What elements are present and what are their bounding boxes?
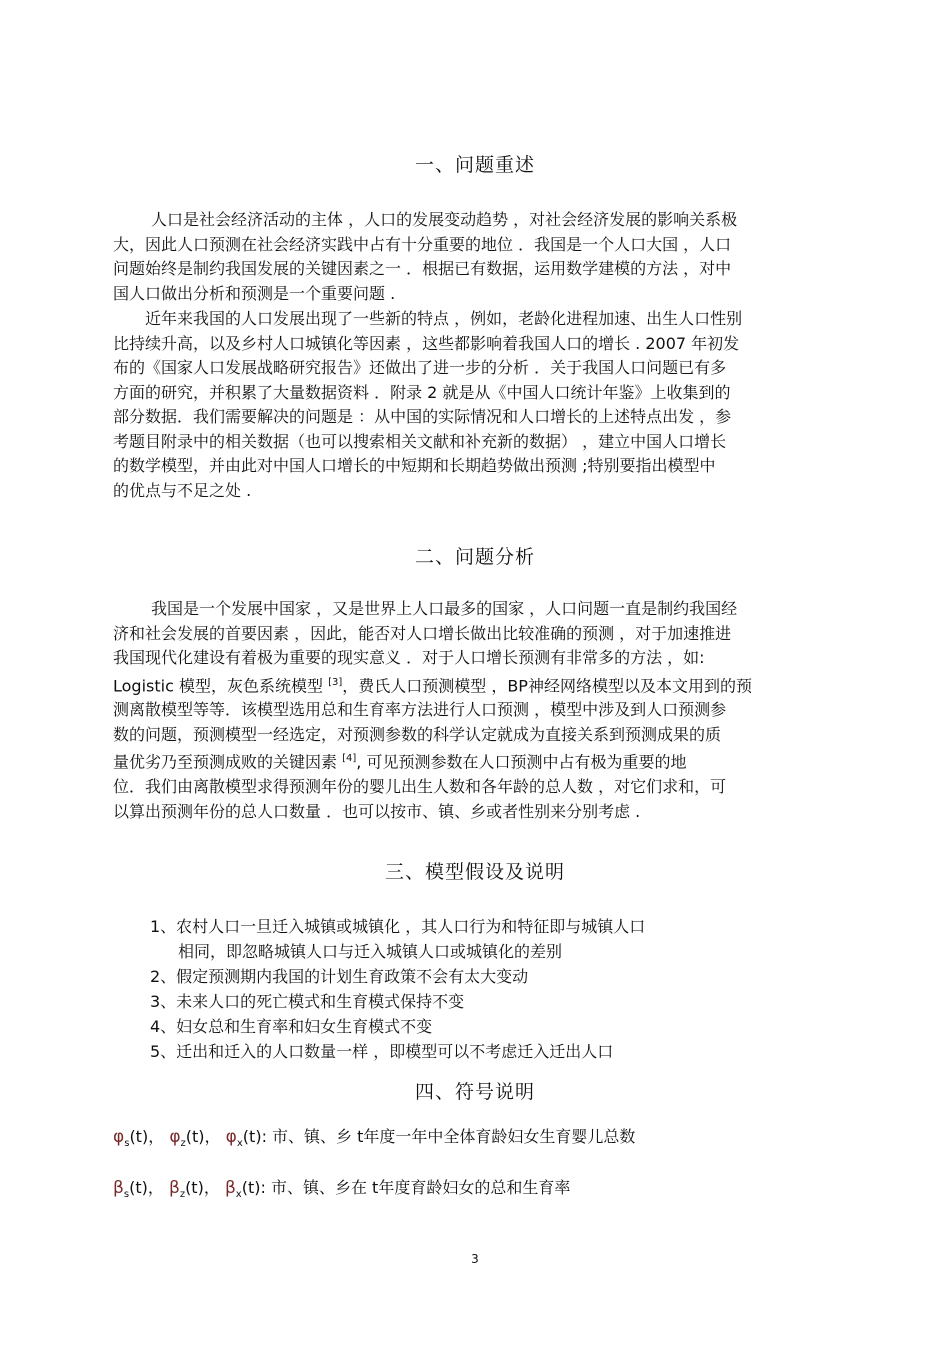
phi-symbol: φ — [113, 1127, 125, 1147]
text-fragment: ，费氏人口预测模型 ，BP神经网络模型以及本文用到的预 — [342, 675, 752, 695]
list-item: 1、农村人口一旦迁入城镇或城镇化 ，其人口行为和特征即与城镇人口 — [150, 917, 646, 936]
symbol-description: : 市、镇、乡在 t年度育龄妇女的总和生育率 — [260, 1178, 571, 1197]
text-line — [113, 747, 838, 775]
section-2-title: 二、问题分析 — [414, 546, 535, 568]
subscript: s — [123, 1189, 130, 1201]
symbol-description: : 市、镇、乡 t年度一年中全体育龄妇女生育婴儿总数 — [261, 1127, 636, 1146]
text-line: 以算出预测年份的总人口数量 ．也可以按市、镇、乡或者性别来分别考虑 . — [113, 801, 641, 821]
text-line: 方面的研究，并积累了大量数据资料 ．附录 2 就是从《中国人口统计年鉴》上收集到的 — [113, 382, 731, 402]
page-number: 3 — [471, 1252, 479, 1266]
list-item: 5、迁出和迁入的人口数量一样 ，即模型可以不考虑迁入迁出人口 — [150, 1042, 614, 1061]
text-line: 国人口做出分析和预测是一个重要问题 . — [113, 283, 396, 303]
list-item: 4、妇女总和生育率和妇女生育模式不变 — [150, 1017, 433, 1036]
section-2-paragraph — [113, 597, 838, 824]
list-item: 2、假定预测期内我国的计划生育政策不会有太大变动 — [150, 967, 529, 986]
text-line: 我国是一个发展中国家 ，又是世界上人口最多的国家 ，人口问题一直是制约我国经 — [151, 599, 738, 618]
section-1-paragraph-2 — [113, 307, 838, 503]
text-line: 的优点与不足之处 . — [113, 480, 252, 500]
separator: ， — [203, 1178, 220, 1197]
text-line: 近年来我国的人口发展出现了一些新的特点 ，例如，老龄化进程加速、出生人口性别 — [145, 309, 743, 328]
text-line: 人口是社会经济活动的主体 ，人口的发展变动趋势 ，对社会经济发展的影响关系极 — [151, 210, 738, 229]
arg: (t) — [241, 1178, 261, 1197]
text-fragment: , 可见预测参数在人口预测中占有极为重要的地 — [356, 752, 687, 772]
text-line: 问题始终是制约我国发展的关键因素之一 ．根据已有数据，运用数学建模的方法 ，对中 — [113, 259, 732, 278]
separator: ， — [148, 1127, 165, 1146]
beta-symbol: β — [224, 1178, 236, 1198]
phi-symbol: φ — [169, 1127, 181, 1147]
text-fragment: 量优劣乃至预测成败的关键因素 — [113, 752, 343, 772]
text-line: 部分数据．我们需要解决的问题是 ：从中国的实际情况和人口增长的上述特点出发 ，参 — [113, 407, 732, 426]
text-fragment: Logistic 模型，灰色系统模型 — [113, 675, 329, 695]
separator: ， — [147, 1178, 164, 1197]
arg: (t) — [242, 1127, 262, 1146]
arg: (t) — [129, 1127, 149, 1146]
text-line: 比持续升高，以及乡村人口城镇化等因素 ，这些都影响着我国人口的增长 . 2007 年初发 — [113, 333, 740, 353]
citation-ref: [3] — [328, 676, 343, 688]
arg: (t) — [185, 1127, 205, 1146]
subscript: s — [124, 1138, 130, 1150]
text-line: 考题目附录中的相关数据（也可以搜索相关文献和补充新的数据） ，建立中国人口增长 — [113, 431, 727, 451]
section-1-paragraph-1 — [113, 208, 838, 306]
text-line: 布的《国家人口发展战略研究报告》还做出了进一步的分析 ．关于我国人口问题已有多 — [113, 358, 727, 377]
section-1-title: 一、问题重述 — [414, 154, 535, 176]
arg: (t) — [129, 1178, 148, 1197]
phi-symbol: φ — [225, 1127, 237, 1147]
text-line: 的数学模型，并由此对中国人口增长的中短期和长期趋势做出预测 ;特别要指出模型中 — [113, 456, 716, 475]
separator: ， — [204, 1127, 221, 1146]
beta-symbol: β — [113, 1178, 124, 1198]
subscript: z — [179, 1189, 186, 1201]
beta-symbol: β — [168, 1178, 180, 1198]
symbol-phi-line — [113, 1124, 635, 1149]
text-line — [113, 671, 838, 699]
section-4-title: 四、符号说明 — [414, 1081, 535, 1103]
assumption-list — [150, 914, 645, 1064]
subscript: x — [235, 1189, 242, 1201]
text-line: 位．我们由离散模型求得预测年份的婴儿出生人数和各年龄的总人数 ，对它们求和，可 — [113, 777, 727, 797]
subscript: x — [236, 1138, 243, 1150]
text-line: 我国现代化建设有着极为重要的现实意义 ．对于人口增长预测有非常多的方法 ，如: — [113, 648, 705, 667]
arg: (t) — [185, 1178, 204, 1197]
citation-ref: [4] — [342, 753, 357, 765]
symbol-beta-line — [113, 1175, 570, 1200]
subscript: z — [180, 1138, 186, 1150]
list-item: 相同，即忽略城镇人口与迁入城镇人口或城镇化的差别 — [178, 942, 563, 961]
list-item: 3、未来人口的死亡模式和生育模式保持不变 — [150, 992, 465, 1011]
text-line: 济和社会发展的首要因素 ，因此，能否对人口增长做出比较准确的预测 ，对于加速推进 — [113, 623, 732, 643]
text-line: 测离散模型等等．该模型选用总和生育率方法进行人口预测 ，模型中涉及到人口预测参 — [113, 700, 727, 720]
section-3-title: 三、模型假设及说明 — [384, 861, 565, 883]
text-line: 大，因此人口预测在社会经济实践中占有十分重要的地位 ．我国是一个人口大国 ，人口 — [113, 234, 732, 254]
text-line: 数的问题，预测模型一经选定，对预测参数的科学认定就成为直接关系到预测成果的质 — [113, 724, 722, 744]
